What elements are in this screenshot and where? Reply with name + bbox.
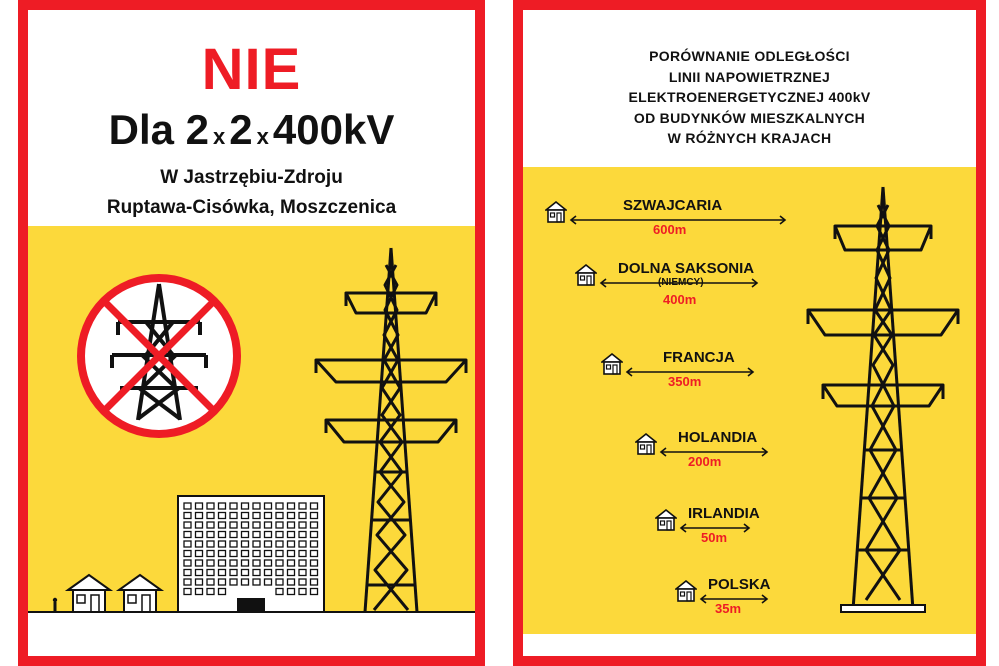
title-line: ELEKTROENERGETYCZNEJ 400kV: [628, 89, 871, 105]
country-row: [523, 262, 976, 312]
left-illustration: [28, 10, 475, 656]
title-part: x: [213, 124, 226, 149]
distance-value: 50m: [701, 530, 728, 545]
title-line: OD BUDYNKÓW MIESZKALNYCH: [633, 109, 866, 126]
apartment-block-icon: [178, 496, 324, 612]
distance-value: 35m: [715, 601, 742, 616]
house-icon: [601, 353, 623, 375]
country-name: DOLNA SAKSONIA: [618, 260, 755, 277]
headline: NIE: [201, 37, 302, 102]
country-row: [523, 507, 976, 557]
house-icon: [675, 580, 697, 602]
house-icon: [119, 575, 161, 612]
title-line: LINII NAPOWIETRZNEJ: [668, 68, 831, 85]
distance-value: 350m: [668, 374, 702, 389]
no-pylon-icon: [81, 278, 237, 434]
country-row: [523, 199, 976, 249]
country-name: IRLANDIA: [688, 505, 760, 522]
right-pylon-illustration: [523, 10, 976, 656]
house-icon: [68, 575, 110, 612]
country-name: SZWAJCARIA: [623, 197, 723, 214]
title-part: 400kV: [272, 106, 395, 153]
location-line-2: Ruptawa-Cisówka, Moszczenica: [106, 197, 397, 218]
distance-value: 400m: [663, 292, 697, 307]
house-icon: [655, 509, 677, 531]
house-icon: [545, 201, 567, 223]
country-name: POLSKA: [708, 576, 771, 593]
country-row: [523, 351, 976, 401]
country-name: FRANCJA: [663, 349, 735, 366]
house-icon: [635, 433, 657, 455]
person-icon: [53, 598, 57, 612]
pylon-icon: [316, 248, 466, 612]
title-line: PORÓWNANIE ODLEGŁOŚCI: [649, 48, 850, 64]
house-icon: [575, 264, 597, 286]
country-note: (NIEMCY): [658, 277, 704, 288]
country-name: HOLANDIA: [678, 429, 758, 446]
location-line-1: W Jastrzębiu-Zdroju: [160, 167, 343, 188]
right-poster: [513, 0, 986, 666]
title-part: 2: [229, 106, 253, 153]
title-part: x: [256, 124, 269, 149]
distance-value: 600m: [653, 222, 687, 237]
title-part: Dla 2: [108, 106, 210, 153]
country-row: [523, 578, 976, 628]
title-line: W RÓŻNYCH KRAJACH: [667, 130, 832, 146]
distance-value: 200m: [688, 454, 722, 469]
left-poster: [18, 0, 485, 666]
country-row: [523, 431, 976, 481]
